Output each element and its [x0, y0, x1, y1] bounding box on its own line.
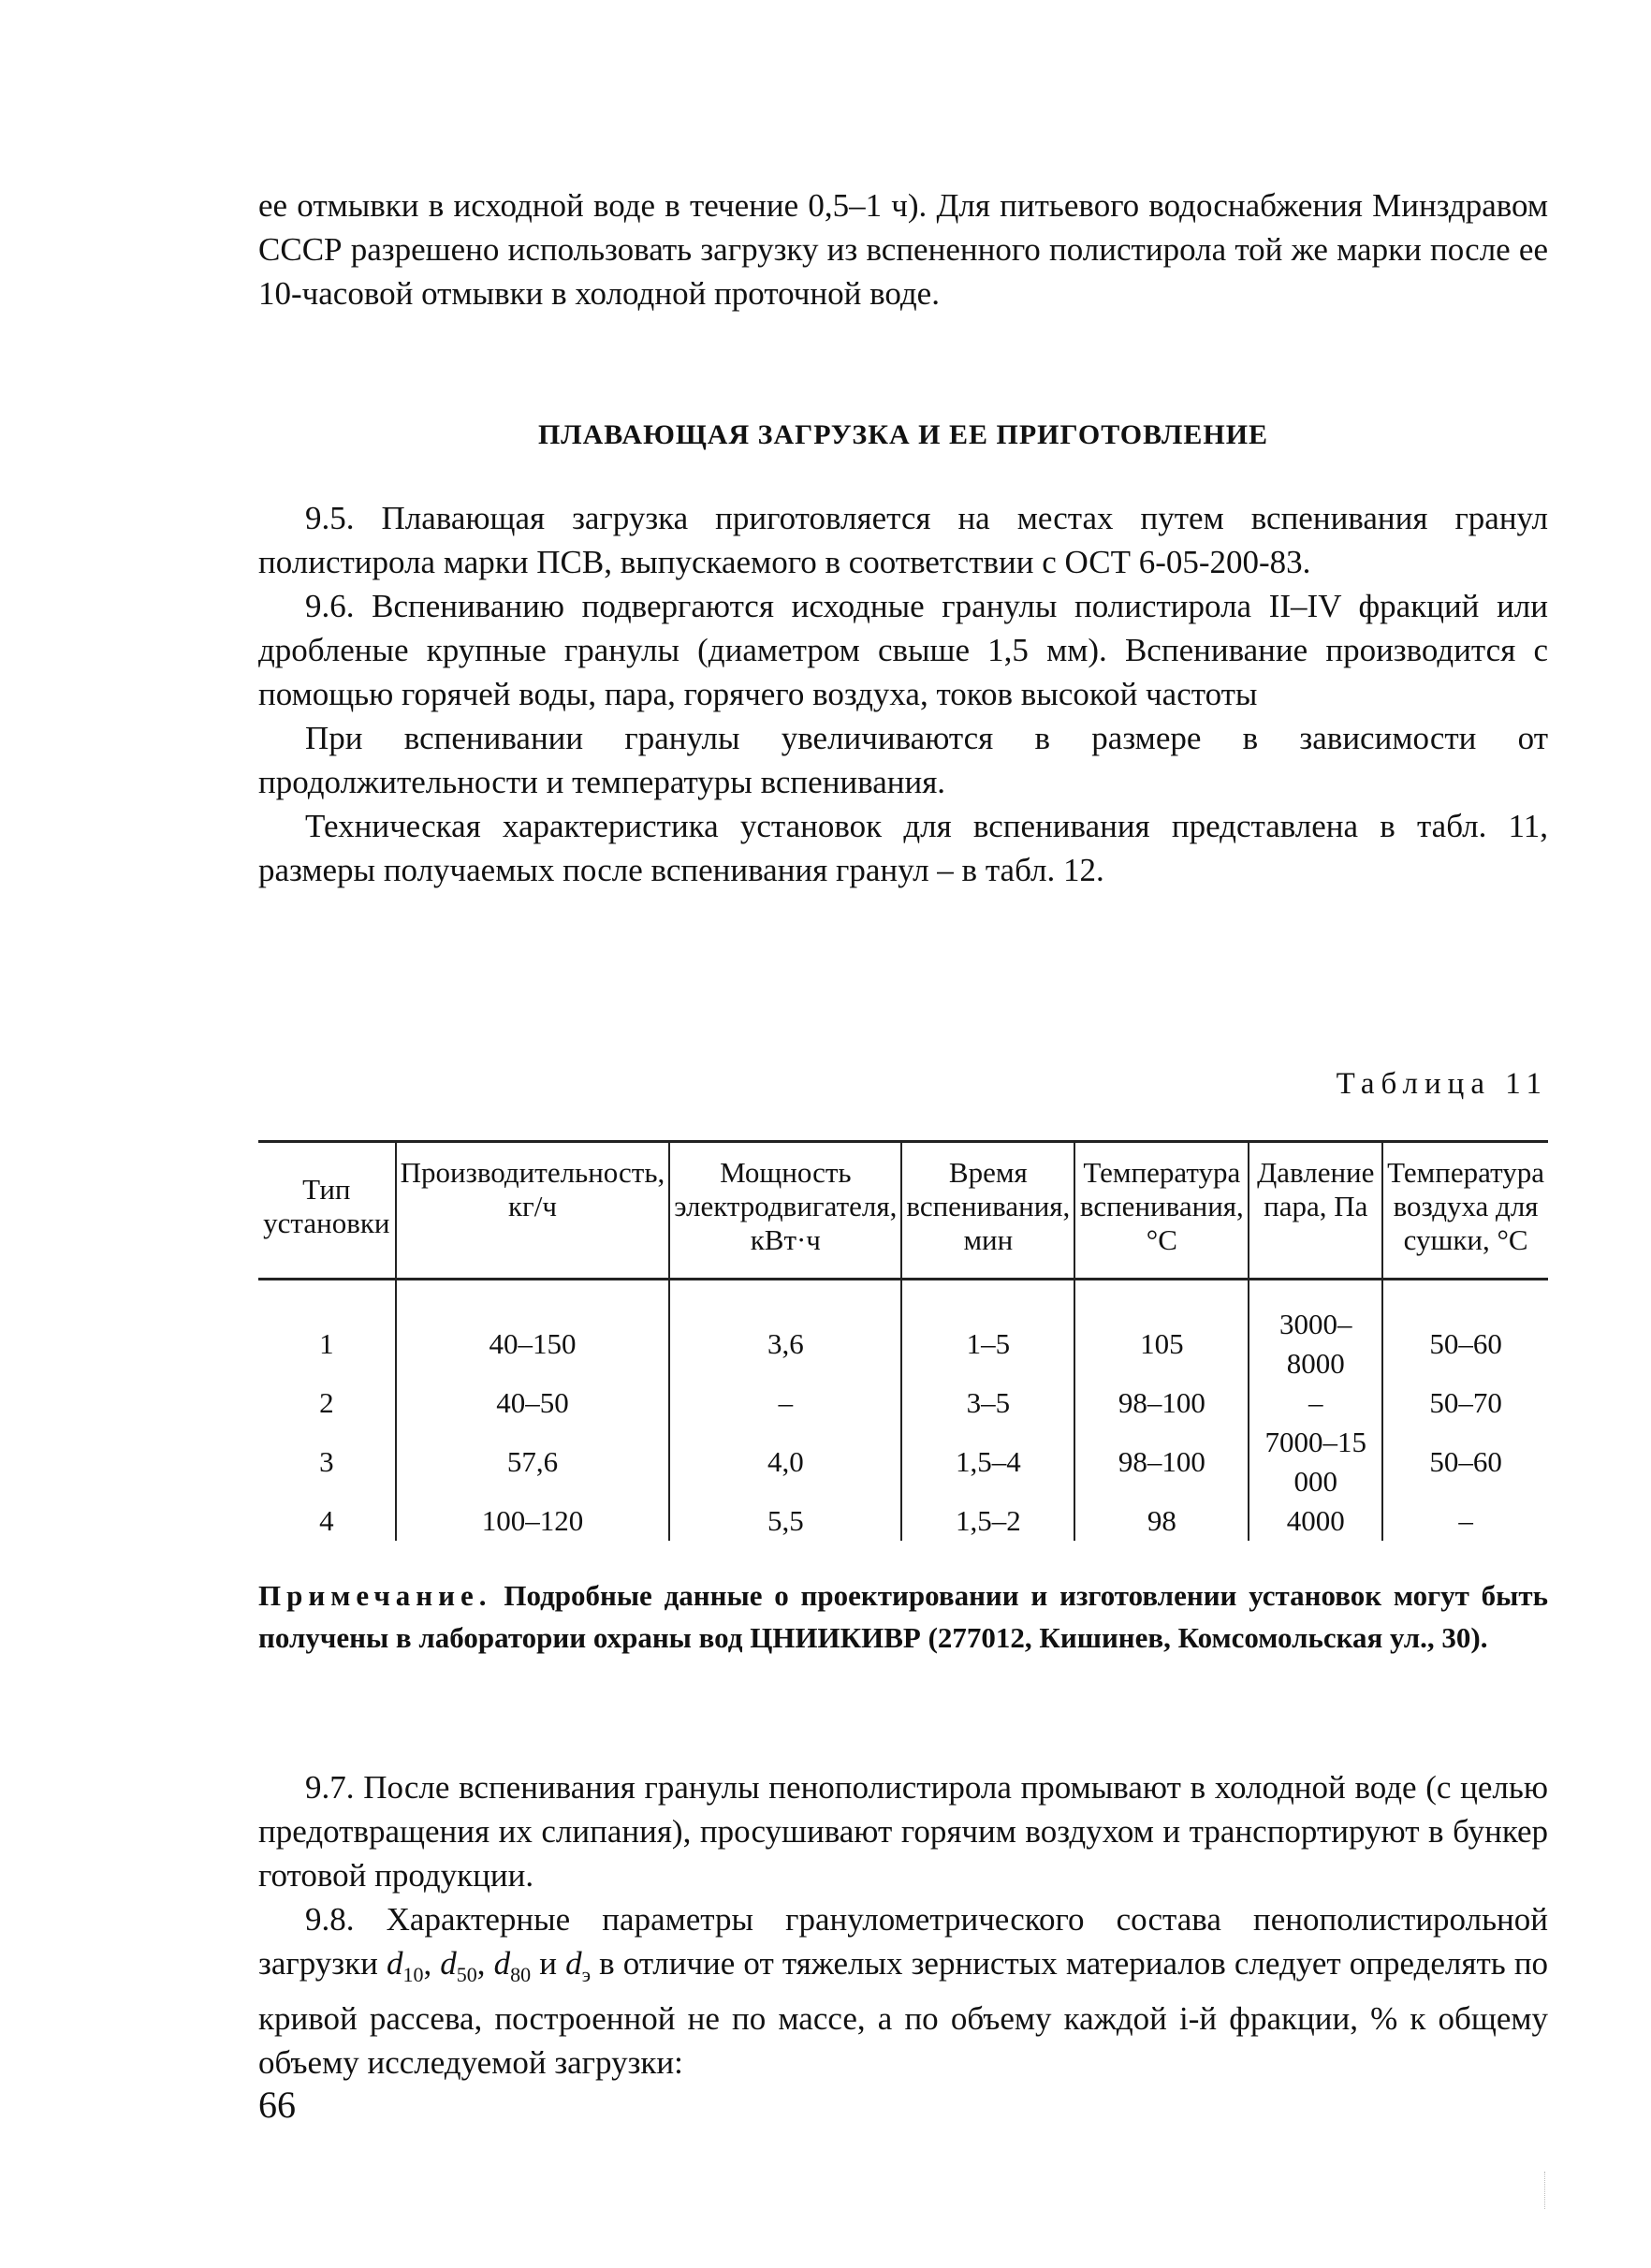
- section-heading: ПЛАВАЮЩАЯ ЗАГРУЗКА И ЕЕ ПРИГОТОВЛЕНИЕ: [537, 419, 1269, 450]
- table-cell: –: [1382, 1501, 1548, 1541]
- table-cell: 57,6: [396, 1423, 670, 1501]
- intro-text: ее отмывки в исходной воде в течение 0,5–1 ч). Для питьевого водоснабжения Минздравом СССР разрешено использовать загрузку из вспененного полистирола той же марки после ее 10-часовой отмывки в холодной проточной воде.: [258, 187, 1548, 312]
- table-cell: 7000–15 000: [1249, 1423, 1382, 1501]
- table-header-cell: Температура воздуха для сушки, °С: [1382, 1142, 1548, 1280]
- table-header-cell: Производительность, кг/ч: [396, 1142, 670, 1280]
- table-cell: 50–60: [1382, 1280, 1548, 1384]
- table-note: [258, 1574, 1548, 1659]
- intro-paragraph: [258, 183, 1548, 315]
- note-label: Примечание.: [258, 1579, 492, 1612]
- table-cell: 105: [1074, 1280, 1249, 1384]
- table-cell: 4000: [1249, 1501, 1382, 1541]
- table-cell: 100–120: [396, 1501, 670, 1541]
- table-cell: 40–50: [396, 1383, 670, 1423]
- table-caption: Таблица 11: [1336, 1067, 1548, 1101]
- table-header-row: [258, 1142, 1548, 1280]
- table-cell: 3: [319, 1445, 334, 1478]
- section-body: [258, 496, 1548, 892]
- table-header-cell: Время вспенивания, мин: [901, 1142, 1074, 1280]
- table-cell: 3–5: [901, 1383, 1074, 1423]
- table-header-cell: Температура вспенивания, °С: [1074, 1142, 1249, 1280]
- paragraph-9-8-start: 9.8. Характерные параметры гранулометрического состава пенополистирольной загрузки: [258, 1901, 1548, 1982]
- paragraph-9-7: 9.7. После вспенивания гранулы пенополистирола промывают в холодной воде (с целью предотвращения их слипания), просушивают горячим воздухом и транспортируют в бункер готовой продукции.: [258, 1769, 1548, 1894]
- installations-table: [258, 1140, 1548, 1541]
- table-cell: 1,5–4: [901, 1423, 1074, 1501]
- table-row: [258, 1501, 1548, 1541]
- note-text: Подробные данные о проектировании и изготовлении установок могут быть получены в лаборатории охраны вод ЦНИИКИВР (277012, Кишинев, Комсомольская ул., 30).: [258, 1579, 1549, 1654]
- table-cell: 2: [319, 1386, 334, 1419]
- table-cell: 1–5: [901, 1280, 1074, 1384]
- table-cell: 3000–8000: [1249, 1280, 1382, 1384]
- table-cell: 5,5: [669, 1501, 901, 1541]
- table-header-cell: Тип установки: [263, 1173, 390, 1239]
- paragraph-9-6-b: При вспенивании гранулы увеличиваются в размере в зависимости от продолжительности и температуры вспенивания.: [258, 720, 1548, 800]
- table-cell: 40–150: [396, 1280, 670, 1384]
- table-row: [258, 1383, 1548, 1423]
- table-cell: –: [669, 1383, 901, 1423]
- table-cell: 4: [319, 1504, 334, 1537]
- table-cell: 1,5–2: [901, 1501, 1074, 1541]
- table-cell: –: [1249, 1383, 1382, 1423]
- table-cell: 50–70: [1382, 1383, 1548, 1423]
- page-number: 66: [258, 2084, 296, 2126]
- paragraph-9-6-c: Техническая характеристика установок для вспенивания представлена в табл. 11, размеры получаемых после вспенивания гранул – в табл. 12.: [258, 808, 1548, 888]
- table-cell: 50–60: [1382, 1423, 1548, 1501]
- table-cell: 98: [1074, 1501, 1249, 1541]
- paragraph-9-8-end: в отличие от тяжелых зернистых материалов следует определять по кривой рассева, построенной не по массе, а по объему каждой i-й фракции, % к общему объему исследуемой загрузки:: [258, 1945, 1549, 2081]
- table-cell: 3,6: [669, 1280, 901, 1384]
- scan-mark: [1544, 2172, 1551, 2209]
- section-body-2: [258, 1765, 1548, 2085]
- table-row: [258, 1423, 1548, 1501]
- table-header-cell: Давление пара, Па: [1249, 1142, 1382, 1280]
- paragraph-9-5: 9.5. Плавающая загрузка приготовляется на местах путем вспенивания гранул полистирола марки ПСВ, выпускаемого в соответствии с ОСТ 6-05-200-83.: [258, 500, 1548, 580]
- table-cell: 4,0: [669, 1423, 901, 1501]
- table-cell: 1: [319, 1327, 334, 1360]
- paragraph-9-8: 9.8. Характерные параметры гранулометрического состава пенополистирольной загрузки $d_{10}$, $d_{50}$, $d_{80}$ и $d_э$ в отличие от тяжелых зернистых материалов следует определять по кривой рассева, построенной не по массе, а по объему каждой i-й фракции, % к общему объему исследуемой загрузки:: [258, 1901, 1549, 2081]
- table-cell: 98–100: [1074, 1423, 1249, 1501]
- table-header-cell: Мощность электродвигателя, кВт·ч: [669, 1142, 901, 1280]
- paragraph-9-6: 9.6. Вспениванию подвергаются исходные гранулы полистирола II–IV фракций или дробленые крупные гранулы (диаметром свыше 1,5 мм). Вспенивание производится с помощью горячей воды, пара, горячего воздуха, токов высокой частоты: [258, 588, 1548, 712]
- table-cell: 98–100: [1074, 1383, 1249, 1423]
- table-row: [258, 1280, 1548, 1384]
